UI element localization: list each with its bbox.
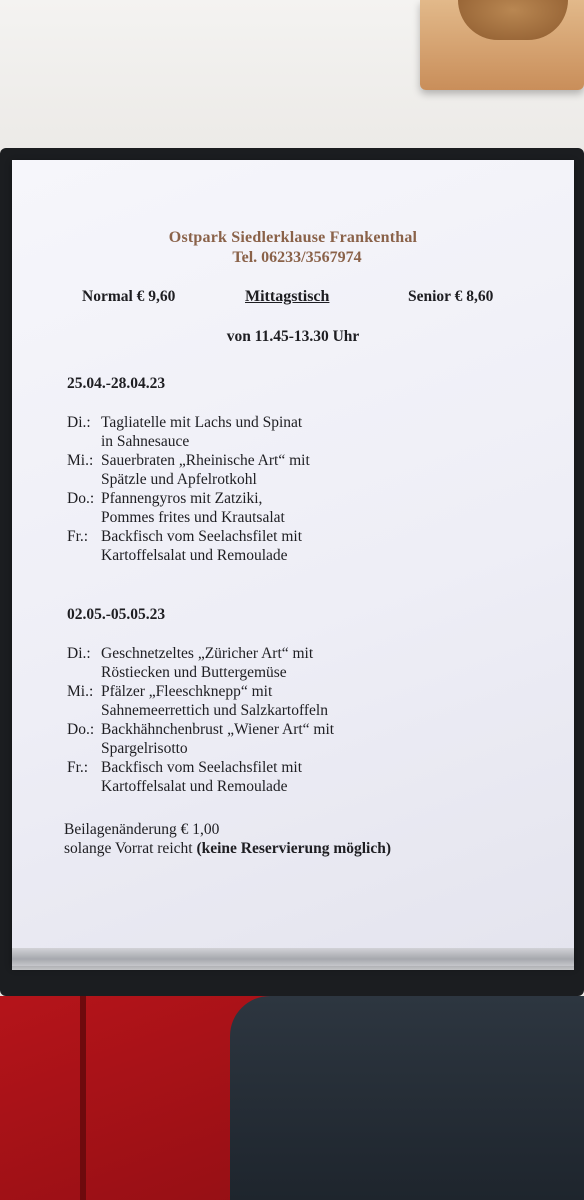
dish-text bbox=[101, 720, 547, 758]
price-normal: Normal € 9,60 bbox=[82, 288, 176, 305]
dish-text bbox=[101, 451, 547, 489]
dish-line: Backhähnchenbrust „Wiener Art“ mit bbox=[101, 721, 335, 738]
menu-heading: Mittagstisch bbox=[245, 288, 330, 305]
day-label: Fr.: bbox=[67, 759, 89, 776]
dish-line: Tagliatelle mit Lachs und Spinat bbox=[101, 414, 303, 431]
day-entry bbox=[67, 451, 547, 489]
dish-line: Röstiecken und Buttergemüse bbox=[101, 664, 287, 681]
dish-text bbox=[101, 489, 547, 527]
price-senior: Senior € 8,60 bbox=[408, 288, 494, 305]
dark-clothing bbox=[230, 996, 584, 1200]
dish-line: Pommes frites und Krautsalat bbox=[101, 509, 285, 526]
week-block bbox=[67, 374, 547, 565]
dish-text bbox=[101, 758, 547, 796]
availability-text: solange Vorrat reicht bbox=[64, 840, 197, 857]
dish-text bbox=[101, 413, 547, 451]
reservation-note: (keine Reservierung möglich) bbox=[196, 840, 392, 857]
dish-line: Pfannengyros mit Zatziki, bbox=[101, 490, 263, 507]
week-date: 02.05.-05.05.23 bbox=[67, 606, 166, 623]
day-label: Mi.: bbox=[67, 683, 94, 700]
week-block bbox=[67, 605, 547, 796]
dish-line: in Sahnesauce bbox=[101, 433, 190, 450]
dish-text bbox=[101, 644, 547, 682]
dish-line: Sauerbraten „Rheinische Art“ mit bbox=[101, 452, 310, 469]
side-dish-change-note: Beilagenänderung € 1,00 bbox=[64, 821, 220, 838]
day-entry bbox=[67, 489, 547, 527]
dish-text bbox=[101, 527, 547, 565]
day-label: Di.: bbox=[67, 645, 91, 662]
menu-footer bbox=[64, 820, 544, 858]
week-date: 25.04.-28.04.23 bbox=[67, 375, 166, 392]
dish-line: Kartoffelsalat und Remoulade bbox=[101, 547, 288, 564]
restaurant-name: Ostpark Siedlerklause Frankenthal bbox=[168, 229, 418, 246]
dish-line: Spätzle und Apfelrotkohl bbox=[101, 471, 257, 488]
dish-line: Backfisch vom Seelachsfilet mit bbox=[101, 759, 303, 776]
day-label: Di.: bbox=[67, 414, 91, 431]
menu-content bbox=[12, 160, 574, 960]
serving-hours: von 11.45-13.30 Uhr bbox=[226, 328, 360, 345]
day-label: Mi.: bbox=[67, 452, 94, 469]
restaurant-phone: Tel. 06233/3567974 bbox=[232, 249, 362, 266]
day-label: Do.: bbox=[67, 490, 95, 507]
day-entry bbox=[67, 682, 547, 720]
dish-line: Sahnemeerrettich und Salzkartoffeln bbox=[101, 702, 328, 719]
dish-line: Geschnetzeltes „Züricher Art“ mit bbox=[101, 645, 314, 662]
day-entry bbox=[67, 720, 547, 758]
jacket-zipper bbox=[80, 996, 86, 1200]
day-label: Do.: bbox=[67, 721, 95, 738]
dish-line: Spargelrisotto bbox=[101, 740, 188, 757]
day-entry bbox=[67, 758, 547, 796]
day-entry bbox=[67, 527, 547, 565]
availability-note bbox=[64, 839, 544, 858]
day-entry bbox=[67, 413, 547, 451]
dish-line: Pfälzer „Fleeschknepp“ mit bbox=[101, 683, 273, 700]
dish-line: Backfisch vom Seelachsfilet mit bbox=[101, 528, 303, 545]
day-entry bbox=[67, 644, 547, 682]
dish-line: Kartoffelsalat und Remoulade bbox=[101, 778, 288, 795]
dish-text bbox=[101, 682, 547, 720]
day-label: Fr.: bbox=[67, 528, 89, 545]
